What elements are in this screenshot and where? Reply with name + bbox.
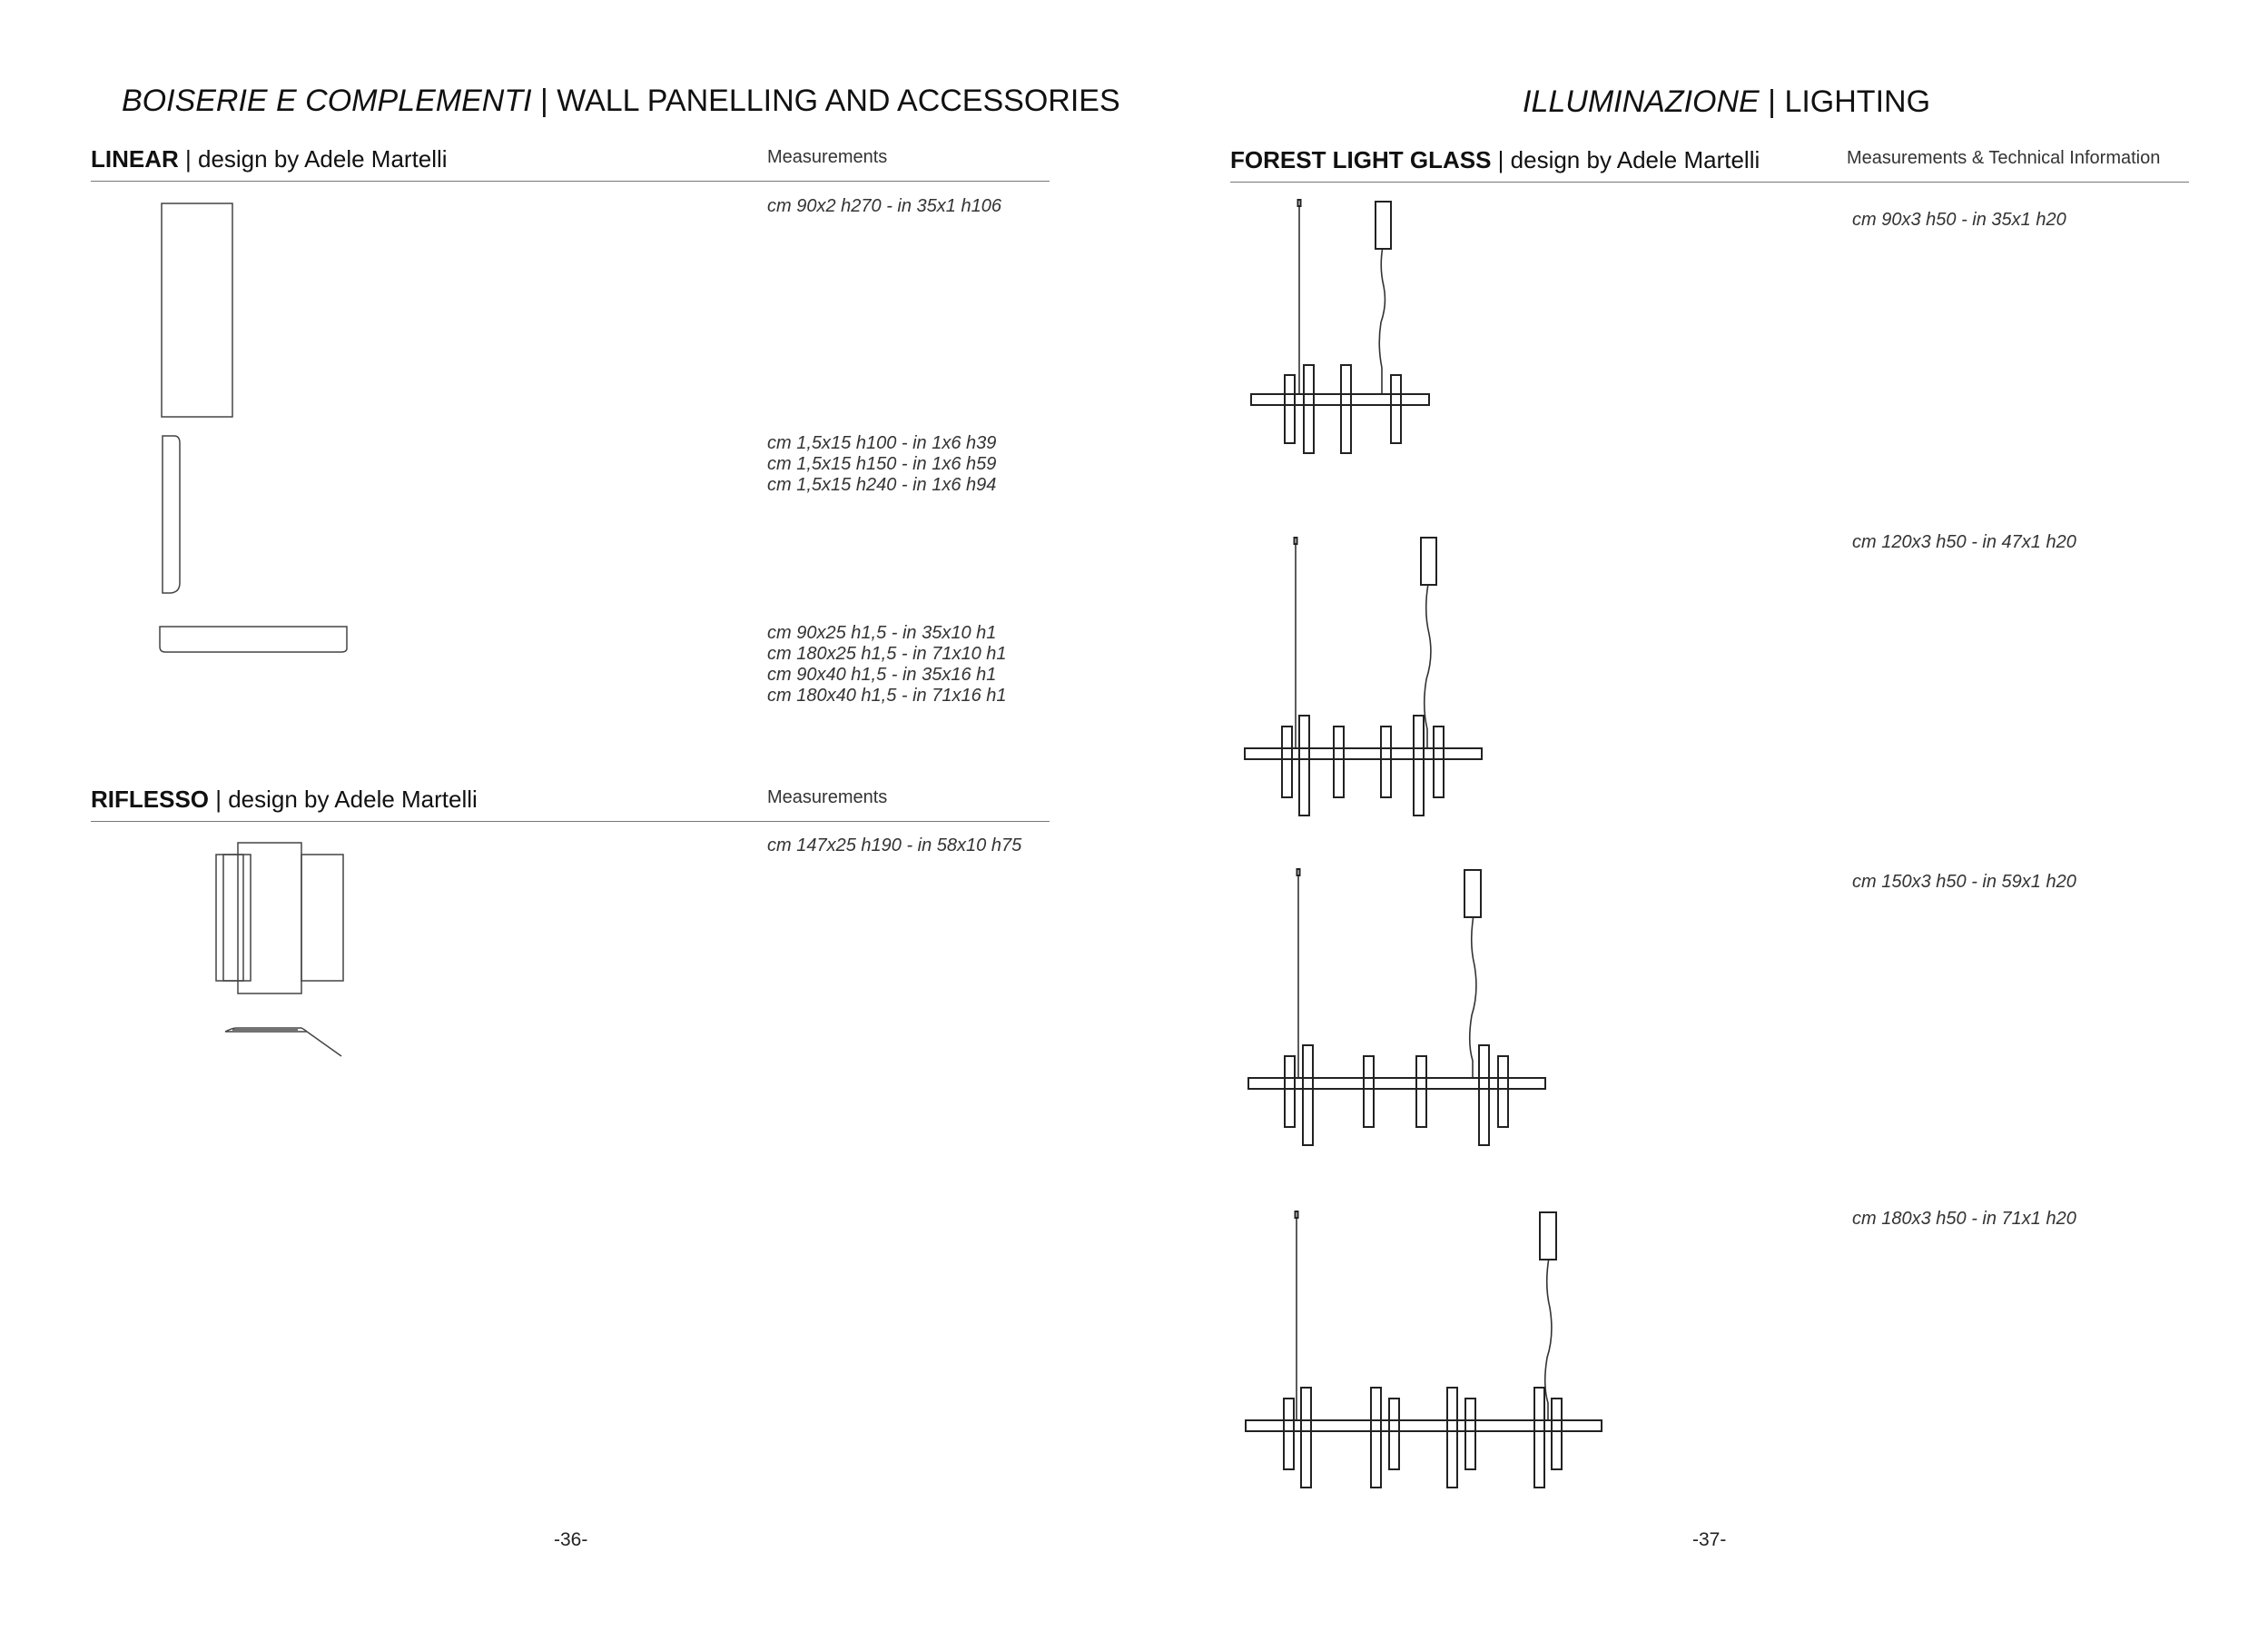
forest-measurement-3 xyxy=(1852,872,2076,893)
measurement-line: cm 180x3 h50 - in 71x1 h20 xyxy=(1852,1209,2076,1229)
linear-strip-drawing xyxy=(154,429,191,601)
linear-measurement-3 xyxy=(767,623,1007,707)
measurement-line: cm 150x3 h50 - in 59x1 h20 xyxy=(1852,872,2076,892)
right-page-number: -37- xyxy=(1692,1529,1727,1550)
forest-measurement-2 xyxy=(1852,532,2076,553)
forest-product-title xyxy=(1230,146,1760,174)
riflesso-mirror-drawing xyxy=(200,831,363,1067)
riflesso-measurement-1 xyxy=(767,835,1021,856)
measurement-line: cm 90x40 h1,5 - in 35x16 h1 xyxy=(767,665,997,685)
measurement-line: cm 180x40 h1,5 - in 71x16 h1 xyxy=(767,686,1007,706)
measurement-line: cm 1,5x15 h100 - in 1x6 h39 xyxy=(767,433,997,453)
forest-light-150-drawing xyxy=(1242,865,1551,1156)
linear-name: LINEAR xyxy=(91,145,179,173)
linear-designer: | design by Adele Martelli xyxy=(178,145,448,173)
right-chapter-title xyxy=(1523,84,1930,120)
linear-panel-drawing xyxy=(154,195,245,422)
forest-light-180-drawing xyxy=(1240,1208,1603,1498)
forest-designer: | design by Adele Martelli xyxy=(1491,146,1760,173)
forest-header-rule xyxy=(1230,182,2189,183)
linear-product-title xyxy=(91,145,448,173)
linear-measurement-2 xyxy=(767,433,996,496)
left-page-number: -36- xyxy=(554,1529,588,1550)
riflesso-name: RIFLESSO xyxy=(91,786,210,813)
left-chapter-title-rest: | WALL PANELLING AND ACCESSORIES xyxy=(531,84,1120,118)
left-chapter-title xyxy=(122,84,1120,119)
riflesso-designer: | design by Adele Martelli xyxy=(209,786,478,813)
measurement-line: cm 1,5x15 h150 - in 1x6 h59 xyxy=(767,454,997,474)
riflesso-product-title xyxy=(91,786,478,814)
measurement-line: cm 90x2 h270 - in 35x1 h106 xyxy=(767,196,1001,216)
measurement-line: cm 147x25 h190 - in 58x10 h75 xyxy=(767,835,1022,855)
forest-measurement-1 xyxy=(1852,210,2066,231)
measurement-line: cm 90x3 h50 - in 35x1 h20 xyxy=(1852,210,2066,230)
riflesso-measurements-label: Measurements xyxy=(767,787,888,807)
right-chapter-title-rest: | LIGHTING xyxy=(1759,84,1931,119)
linear-measurement-1 xyxy=(767,196,1001,217)
forest-measurement-4 xyxy=(1852,1209,2076,1230)
forest-light-90-drawing xyxy=(1244,195,1444,472)
forest-measurements-label: Measurements & Technical Information xyxy=(1847,148,2161,168)
forest-light-120-drawing xyxy=(1239,534,1489,825)
measurement-line: cm 90x25 h1,5 - in 35x10 h1 xyxy=(767,623,997,643)
left-chapter-title-italic: BOISERIE E COMPLEMENTI xyxy=(122,84,532,118)
measurement-line: cm 1,5x15 h240 - in 1x6 h94 xyxy=(767,475,997,495)
linear-measurements-label: Measurements xyxy=(767,147,888,167)
forest-name: FOREST LIGHT GLASS xyxy=(1230,146,1492,173)
linear-header-rule xyxy=(91,181,1050,182)
measurement-line: cm 180x25 h1,5 - in 71x10 h1 xyxy=(767,644,1007,664)
measurement-line: cm 120x3 h50 - in 47x1 h20 xyxy=(1852,532,2076,552)
riflesso-header-rule xyxy=(91,821,1050,822)
linear-shelf-drawing xyxy=(154,618,354,663)
right-chapter-title-italic: ILLUMINAZIONE xyxy=(1523,84,1760,119)
